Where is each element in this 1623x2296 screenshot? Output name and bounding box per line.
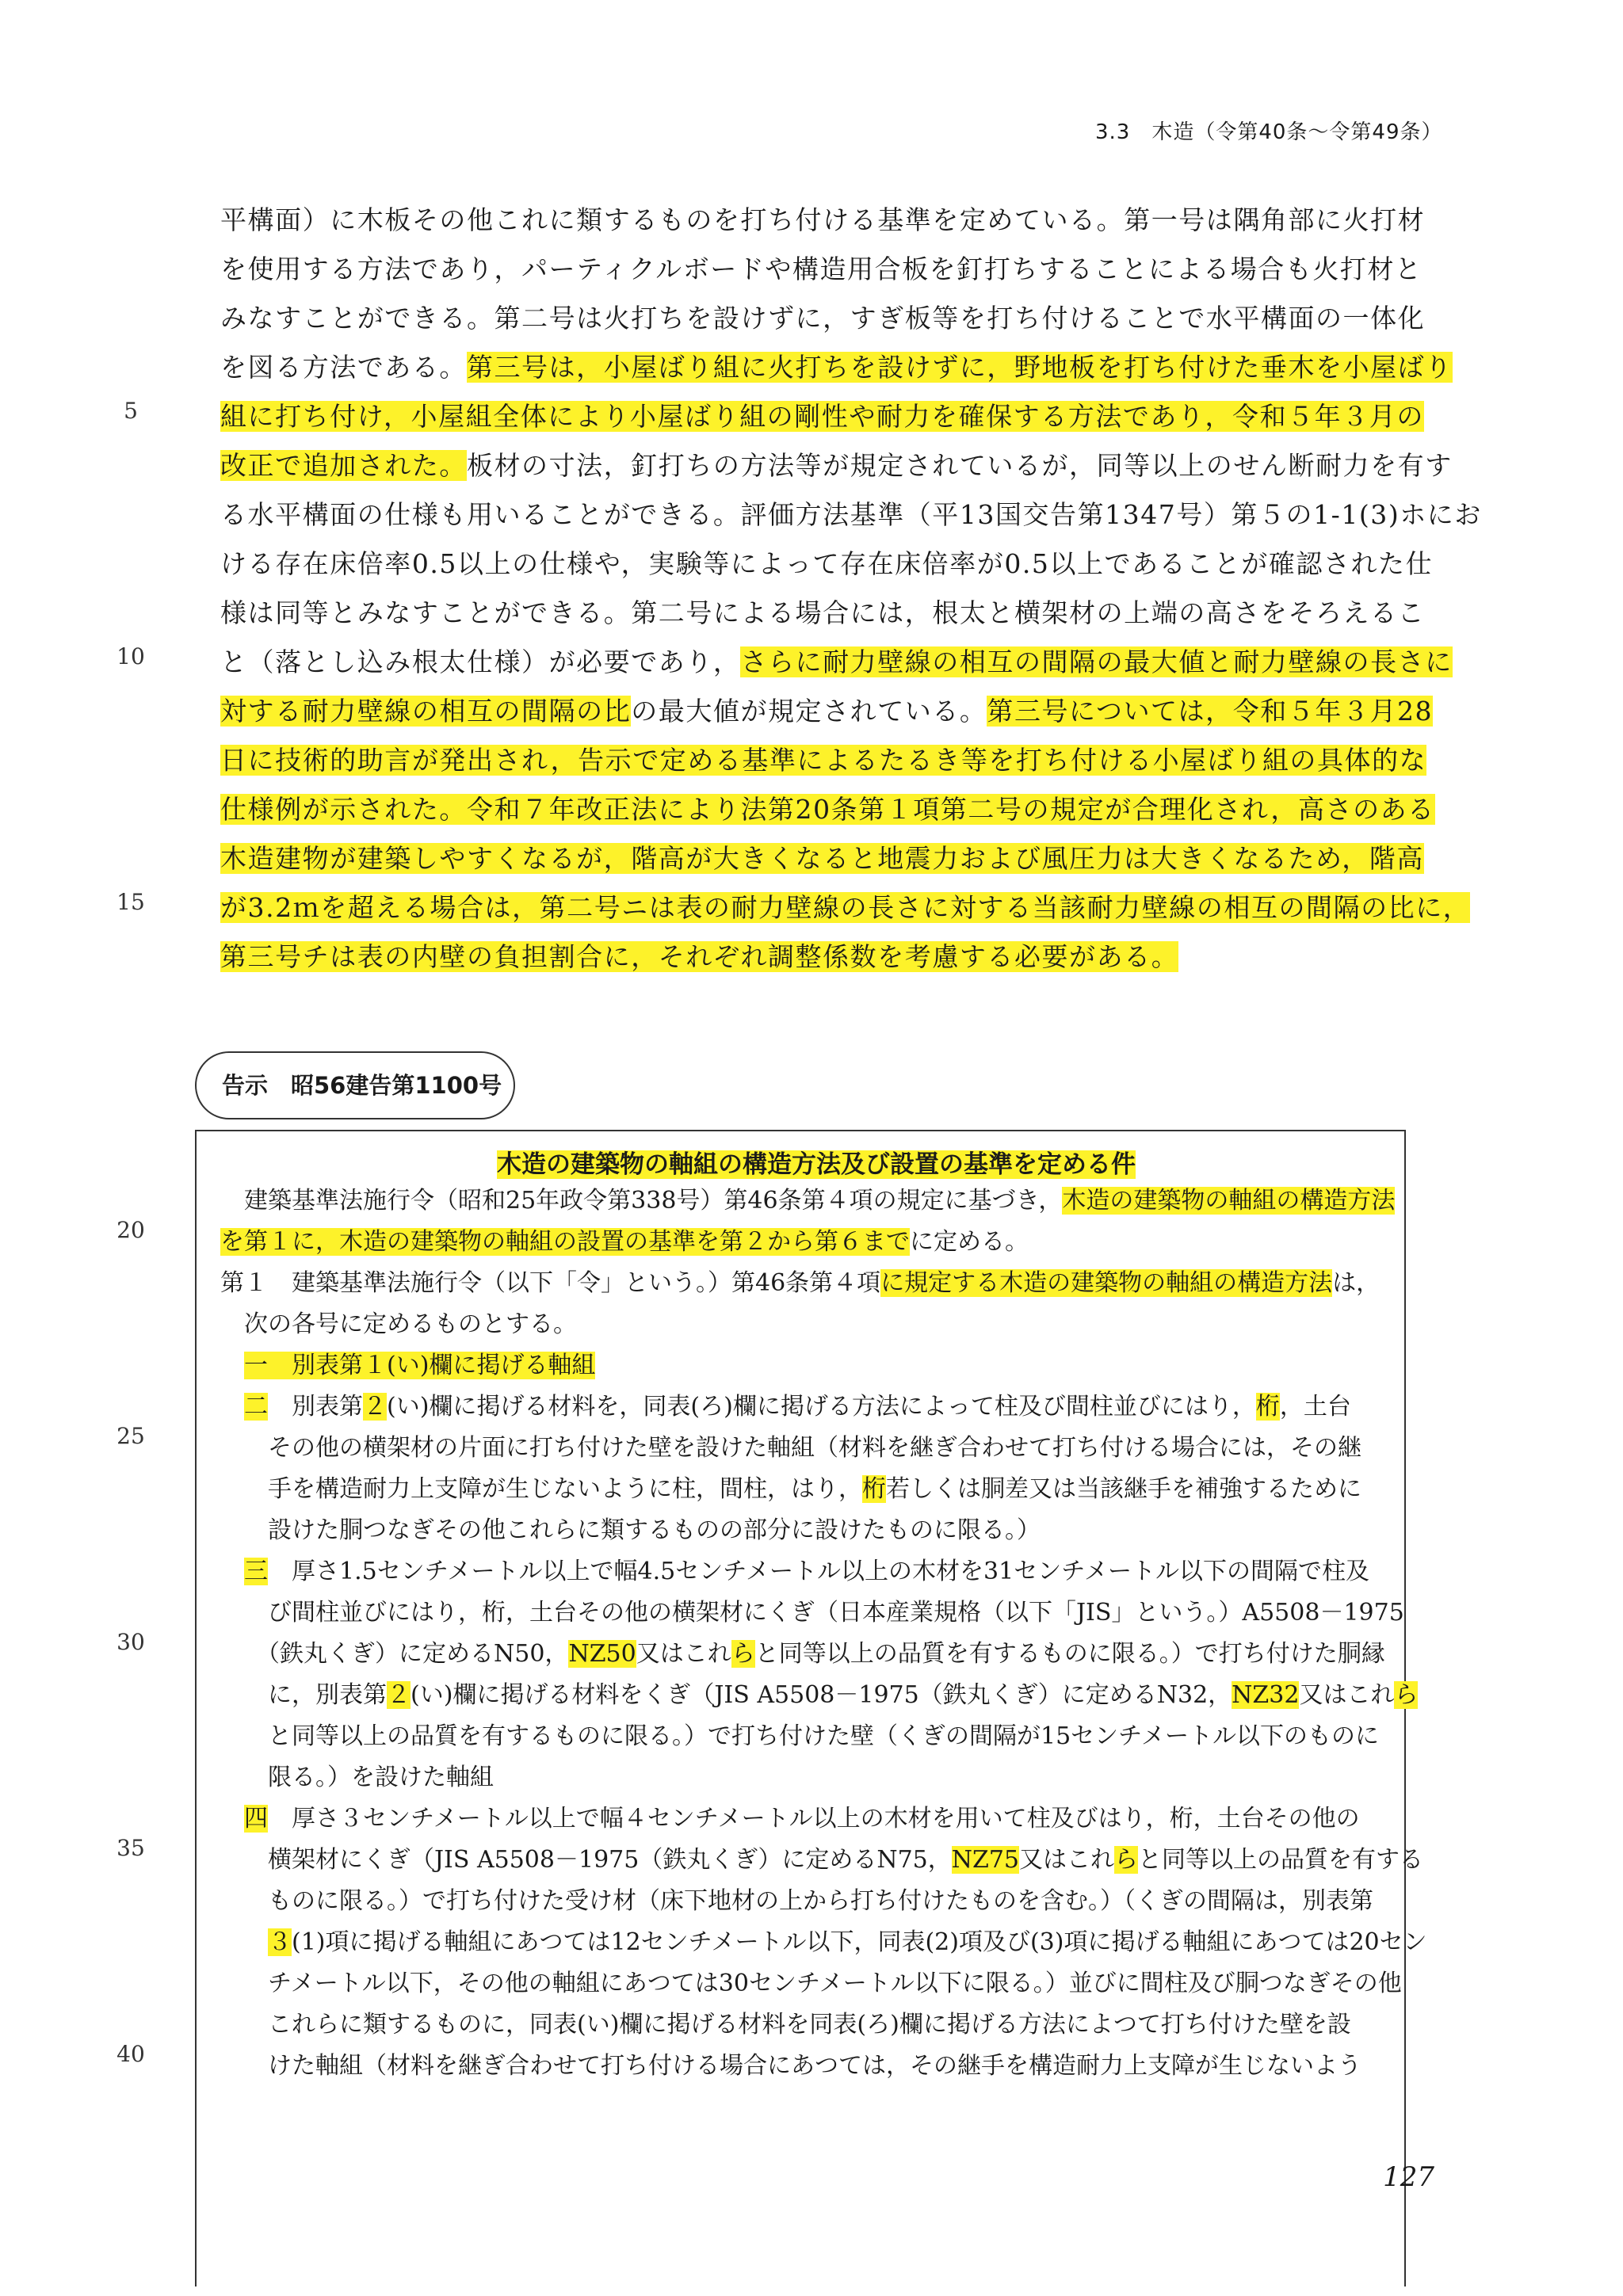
text-line: 様は同等とみなすことができる。第二号による場合には，根太と横架材の上端の高さをそろえるこ — [220, 597, 1426, 628]
line-number: 5 — [124, 398, 138, 424]
highlighted-text: ら — [1114, 1846, 1139, 1874]
text-line: ものに限る。）で打ち付けた受け材（床下地材の上から打ち付けたものを含む。）（くぎの間隔は，別表第 — [220, 1887, 1373, 1915]
highlighted-text: 対する耐力壁線の相互の間隔の比 — [220, 696, 632, 727]
highlighted-text: 木造建物が建築しやすくなるが，階高が大きくなると地震力および風圧力は大きくなるため，階高 — [220, 843, 1424, 874]
text-line: 三 厚さ1.5センチメートル以上で幅4.5センチメートル以上の木材を31センチメートル以下の間隔で柱及 — [244, 1558, 1369, 1585]
text-line: と（落とし込み根太仕様）が必要であり，さらに耐力壁線の相互の間隔の最大値と耐力壁線の長さに — [220, 646, 1453, 677]
highlighted-text: が3.2ｍを超える場合は，第二号ニは表の耐力壁線の長さに対する当該耐力壁線の相互の間隔の比に， — [220, 892, 1471, 923]
line-number: 25 — [116, 1423, 145, 1449]
highlighted-text: 第三号は，小屋ばり組に火打ちを設けずに，野地板を打ち付けた垂木を小屋ばり — [466, 352, 1453, 383]
text-line: 第１ 建築基準法施行令（以下「令」という。）第46条第４項に規定する木造の建築物の軸組の構造方法は， — [220, 1269, 1381, 1297]
text-line: （鉄丸くぎ）に定めるN50，NZ50又はこれらと同等以上の品質を有するものに限る。）で打ち付けた胴縁 — [220, 1640, 1385, 1668]
highlighted-text: NZ32 — [1232, 1681, 1300, 1709]
text-line: 次の各号に定めるものとする。 — [220, 1310, 577, 1338]
highlighted-text: ２ — [363, 1393, 387, 1421]
highlighted-text: に規定する木造の建築物の軸組の構造方法 — [880, 1269, 1333, 1297]
highlighted-text: 第三号チは表の内壁の負担割合に，それぞれ調整係数を考慮する必要がある。 — [220, 941, 1179, 972]
highlighted-text: 四 — [244, 1805, 268, 1833]
highlighted-text: ３ — [268, 1928, 292, 1956]
text-line — [220, 740, 1426, 777]
highlighted-text: を第１に，木造の建築物の軸組の設置の基準を第２から第６まで — [220, 1228, 910, 1256]
line-number: 35 — [116, 1835, 145, 1861]
highlighted-text: NZ50 — [568, 1640, 636, 1668]
text-line: 対する耐力壁線の相互の間隔の比の最大値が規定されている。第三号については，令和５年３月28 — [220, 696, 1434, 727]
highlighted-text: NZ75 — [951, 1846, 1020, 1874]
line-number: 30 — [116, 1629, 145, 1655]
highlighted-text: 組に打ち付け，小屋組全体により小屋ばり組の剛性や耐力を確保する方法であり，令和５年３月の — [220, 401, 1424, 432]
text-line: 建築基準法施行令（昭和25年政令第338号）第46条第４項の規定に基づき，木造の建築物の軸組の構造方法 — [220, 1187, 1396, 1215]
text-line: 限る。）を設けた軸組 — [220, 1764, 494, 1791]
text-line — [220, 936, 1178, 974]
page-number: 127 — [1383, 2161, 1434, 2193]
highlighted-text: 二 — [244, 1393, 268, 1421]
highlighted-text: 桁 — [1255, 1393, 1280, 1421]
text-line: び間柱並びにはり，桁，土台その他の横架材にくぎ（日本産業規格（以下「JIS」という。）A5508－1975 — [220, 1599, 1404, 1627]
line-number: 40 — [116, 2041, 145, 2067]
highlighted-text: 桁 — [862, 1475, 886, 1503]
highlighted-text: 改正で追加された。 — [220, 450, 467, 481]
text-line: チメートル以下，その他の軸組にあつては30センチメートル以下に限る。）並びに間柱及び胴つなぎその他 — [220, 1970, 1402, 1997]
highlighted-text: ら — [731, 1640, 755, 1668]
text-line: を使用する方法であり，パーティクルボードや構造用合板を釘打ちすることによる場合も火打材と — [220, 254, 1423, 284]
text-line — [220, 887, 1470, 925]
text-line: 二 別表第２(い)欄に掲げる材料を，同表(ろ)欄に掲げる方法によって柱及び間柱並びにはり，桁，土台 — [244, 1393, 1351, 1421]
text-line: る水平構面の仕様も用いることができる。評価方法基準（平13国交告第1347号）第５の1-1(3)ホにお — [220, 499, 1482, 530]
notice-title: 木造の建築物の軸組の構造方法及び設置の基準を定める件 — [497, 1150, 1136, 1179]
text-line — [220, 838, 1424, 875]
text-line: 平構面）に木板その他これに類するものを打ち付ける基準を定めている。第一号は隅角部に火打材 — [220, 204, 1426, 235]
text-line: 四 厚さ３センチメートル以上で幅４センチメートル以上の木材を用いて柱及びはり，桁，土台その他の — [244, 1805, 1360, 1833]
text-line: その他の横架材の片面に打ち付けた壁を設けた軸組（材料を継ぎ合わせて打ち付ける場合には，その継 — [220, 1434, 1361, 1462]
highlighted-text: さらに耐力壁線の相互の間隔の最大値と耐力壁線の長さに — [740, 646, 1453, 677]
text-line: 改正で追加された。板材の寸法，釘打ちの方法等が規定されているが，同等以上のせん断耐力を有す — [220, 450, 1453, 481]
text-line: 手を構造耐力上支障が生じないように柱，間柱，はり，桁若しくは胴差又は当該継手を補強するために — [220, 1475, 1361, 1503]
text-line — [220, 1345, 595, 1380]
notice-badge: 告示 昭56建告第1100号 — [195, 1051, 515, 1119]
text-line: ３(1)項に掲げる軸組にあつては12センチメートル以下，同表(2)項及び(3)項に掲げる軸組にあつては20セン — [268, 1928, 1427, 1956]
text-line: と同等以上の品質を有するものに限る。）で打ち付けた壁（くぎの間隔が15センチメートル以下のものに — [220, 1722, 1379, 1750]
text-line: 設けた胴つなぎその他これらに類するものの部分に設けたものに限る。） — [220, 1516, 1041, 1544]
highlighted-text: 三 — [244, 1558, 268, 1585]
text-line: これらに類するものに，同表(い)欄に掲げる材料を同表(ろ)欄に掲げる方法によつて打ち付けた壁を設 — [220, 2011, 1351, 2039]
highlighted-text: 木造の建築物の軸組の構造方法 — [1062, 1187, 1396, 1215]
line-number: 20 — [116, 1217, 145, 1243]
text-line: 横架材にくぎ（JIS A5508－1975（鉄丸くぎ）に定めるN75，NZ75又はこれらと同等以上の品質を有する — [220, 1846, 1424, 1874]
highlighted-text: ら — [1394, 1681, 1419, 1709]
text-line: けた軸組（材料を継ぎ合わせて打ち付ける場合にあつては，その継手を構造耐力上支障が生じないよう — [220, 2052, 1361, 2080]
text-line: ける存在床倍率0.5以上の仕様や，実験等によって存在床倍率が0.5以上であることが確認された仕 — [220, 548, 1434, 579]
highlighted-text: 日に技術的助言が発出され，告示で定める基準によるたるき等を打ち付ける小屋ばり組の具体的な — [220, 745, 1427, 776]
running-header: 3.3 木造（令第40条～令第49条） — [1095, 120, 1443, 144]
text-line: みなすことができる。第二号は火打ちを設けずに，すぎ板等を打ち付けることで水平構面の一体化 — [220, 303, 1426, 334]
line-number: 10 — [116, 643, 145, 669]
highlighted-text: 仕様例が示された。令和７年改正法により法第20条第１項第二号の規定が合理化され，高さのある — [220, 794, 1435, 825]
highlighted-text: 一 別表第１(い)欄に掲げる軸組 — [244, 1352, 596, 1379]
highlighted-text: 第三号については，令和５年３月28 — [987, 696, 1434, 727]
text-line: を図る方法である。第三号は，小屋ばり組に火打ちを設けずに，野地板を打ち付けた垂木を小屋ばり — [220, 352, 1453, 383]
highlighted-text: ２ — [387, 1681, 411, 1709]
line-number: 15 — [116, 889, 145, 915]
text-line — [220, 396, 1424, 433]
text-line — [220, 789, 1435, 826]
text-line: を第１に，木造の建築物の軸組の設置の基準を第２から第６までに定める。 — [220, 1228, 1029, 1256]
text-line: に，別表第２(い)欄に掲げる材料をくぎ（JIS A5508－1975（鉄丸くぎ）に定めるN32，NZ32又はこれら — [220, 1681, 1419, 1709]
